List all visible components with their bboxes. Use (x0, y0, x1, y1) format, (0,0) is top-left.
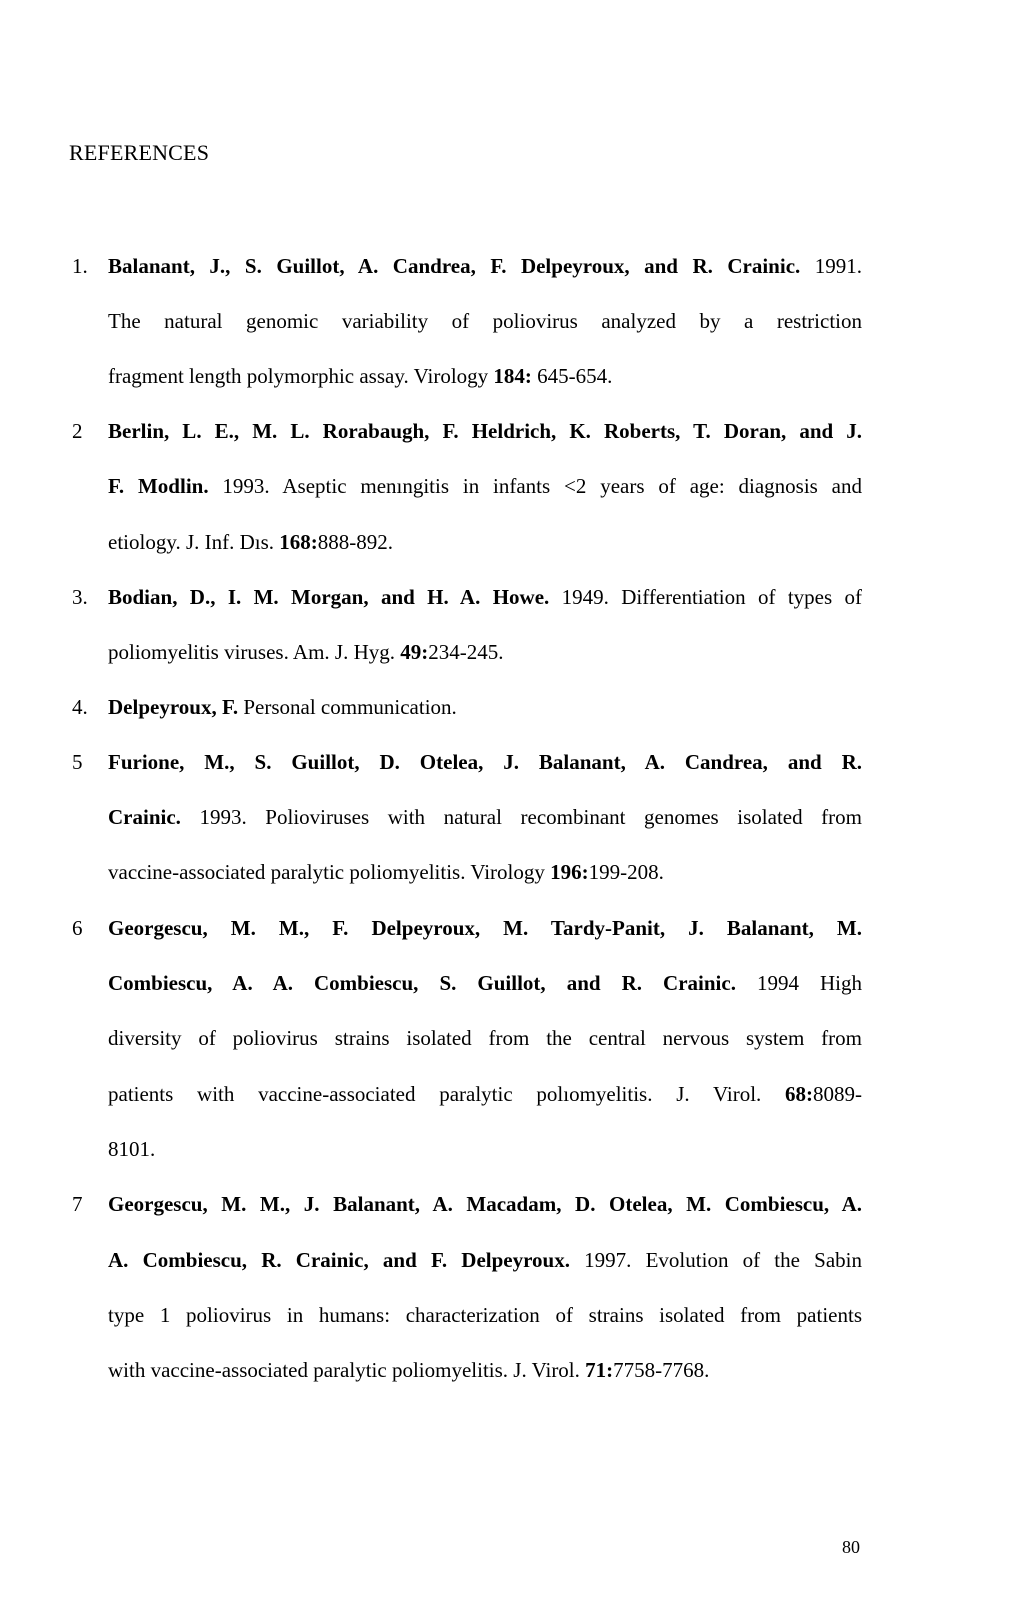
reference-text: 8101. (108, 1137, 156, 1161)
reference-text: 645-654. (531, 364, 613, 388)
reference-bold-text: 168: (279, 530, 318, 554)
reference-text: 1991. (800, 254, 862, 278)
reference-text: 1994 High (735, 971, 863, 995)
reference-bold-text: Delpeyroux, F. (108, 695, 239, 719)
reference-line (108, 913, 862, 943)
reference-line (108, 1134, 862, 1164)
reference-number: 2 (72, 419, 83, 443)
reference-line (108, 471, 862, 501)
reference-line (108, 416, 862, 446)
reference-text: fragment length polymorphic assay. Virology (108, 364, 494, 388)
reference-text: 7758-7768. (613, 1358, 710, 1382)
reference-text: 8089- (813, 1082, 862, 1106)
reference-bold-text: 184: (493, 364, 532, 388)
reference-text: Personal communication. (238, 695, 457, 719)
reference-line (108, 306, 862, 336)
reference-number: 7 (72, 1192, 83, 1216)
reference-number: 6 (72, 916, 83, 940)
reference-text: 1993. Aseptic menıngitis in infants <2 years of age: diagnosis and (208, 474, 863, 498)
reference-line (108, 1023, 862, 1053)
reference-bold-text: 49: (400, 640, 429, 664)
reference-line (108, 527, 862, 557)
reference-line (108, 361, 862, 391)
reference-text: 199-208. (588, 860, 664, 884)
page-number: 80 (842, 1537, 860, 1557)
reference-text: diversity of poliovirus strains isolated from the central nervous system from (108, 1026, 862, 1050)
reference-text: 1993. Polioviruses with natural recombinant genomes isolated from (180, 805, 862, 829)
reference-line (108, 802, 862, 832)
reference-line (108, 692, 862, 722)
reference-text: vaccine-associated paralytic poliomyelitis. Virology (108, 860, 551, 884)
reference-text: The natural genomic variability of poliovirus analyzed by a restriction (108, 309, 862, 333)
reference-text: etiology. J. Inf. Dıs. (108, 530, 280, 554)
reference-line (108, 857, 862, 887)
reference-bold-text: Furione, M., S. Guillot, D. Otelea, J. Balanant, A. Candrea, and R. (108, 750, 862, 774)
reference-number: 3. (72, 585, 88, 609)
reference-text: type 1 poliovirus in humans: characterization of strains isolated from patients (108, 1303, 862, 1327)
reference-bold-text: Georgescu, M. M., F. Delpeyroux, M. Tardy-Panit, J. Balanant, M. (108, 916, 862, 940)
reference-number: 4. (72, 695, 88, 719)
reference-line (108, 1355, 862, 1385)
reference-bold-text: F. Modlin. (108, 474, 209, 498)
reference-text: poliomyelitis viruses. Am. J. Hyg. (108, 640, 401, 664)
reference-bold-text: Balanant, J., S. Guillot, A. Candrea, F. Delpeyroux, and R. Crainic. (108, 254, 801, 278)
reference-line (108, 1189, 862, 1219)
reference-bold-text: A. Combiescu, R. Crainic, and F. Delpeyroux. (108, 1248, 570, 1272)
reference-line (108, 968, 862, 998)
reference-text: 888-892. (317, 530, 394, 554)
reference-line (108, 582, 862, 612)
reference-bold-text: Combiescu, A. A. Combiescu, S. Guillot, and R. Crainic. (108, 971, 736, 995)
reference-line (108, 1079, 862, 1109)
reference-line (108, 747, 862, 777)
reference-text: patients with vaccine-associated paralytic polıomyelitis. J. Virol. (108, 1082, 785, 1106)
reference-number: 5 (72, 750, 83, 774)
reference-text: 234-245. (428, 640, 504, 664)
reference-text: 1949. Differentiation of types of (549, 585, 863, 609)
references-heading: REFERENCES (69, 140, 210, 165)
reference-bold-text: 71: (585, 1358, 614, 1382)
reference-line (108, 1300, 862, 1330)
reference-line (108, 637, 862, 667)
reference-bold-text: Berlin, L. E., M. L. Rorabaugh, F. Heldrich, K. Roberts, T. Doran, and J. (108, 419, 862, 443)
reference-line (108, 251, 862, 281)
reference-bold-text: 196: (550, 860, 589, 884)
reference-bold-text: Crainic. (108, 805, 181, 829)
reference-bold-text: Georgescu, M. M., J. Balanant, A. Macadam, D. Otelea, M. Combiescu, A. (108, 1192, 862, 1216)
reference-number: 1. (72, 254, 88, 278)
reference-text: with vaccine-associated paralytic poliomyelitis. J. Virol. (108, 1358, 586, 1382)
reference-bold-text: 68: (785, 1082, 813, 1106)
reference-bold-text: Bodian, D., I. M. Morgan, and H. A. Howe. (108, 585, 550, 609)
reference-line (108, 1245, 862, 1275)
reference-text: 1997. Evolution of the Sabin (569, 1248, 862, 1272)
